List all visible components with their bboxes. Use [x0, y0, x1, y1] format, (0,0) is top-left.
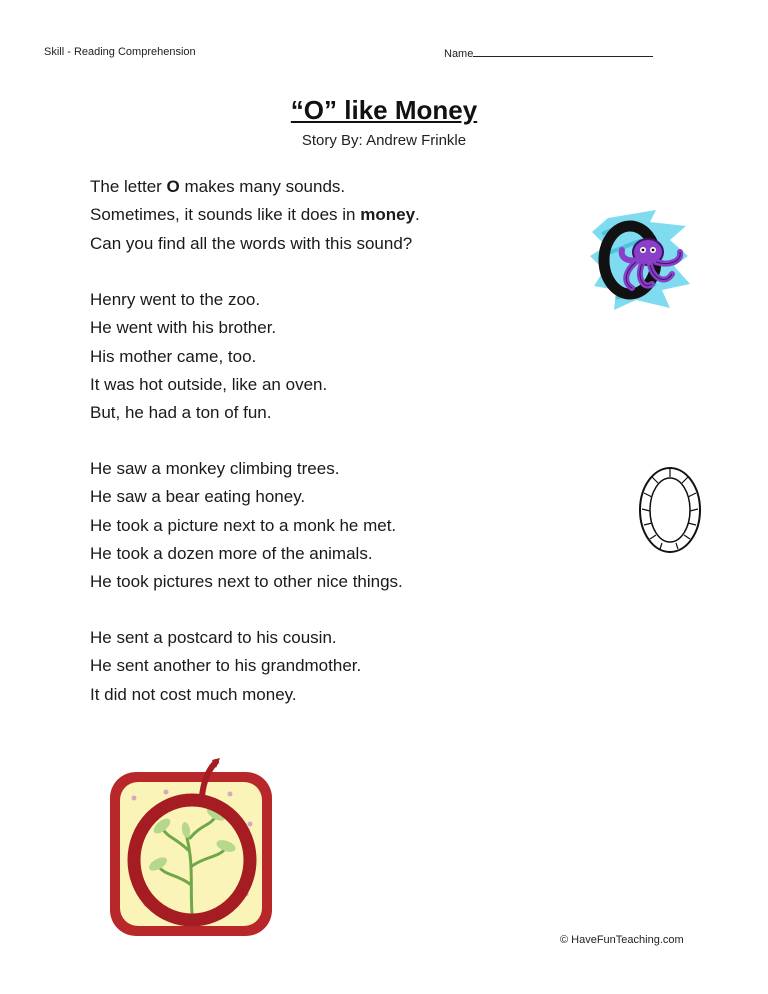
story-line: Can you find all the words with this sound? [90, 233, 413, 253]
stanza-postcards [90, 624, 361, 709]
story-line: It was hot outside, like an oven. [90, 374, 328, 394]
story-line: He went with his brother. [90, 318, 277, 338]
story-line: Henry went to the zoo. [90, 290, 261, 309]
stanza-intro [90, 173, 420, 258]
outline-letter-o-image [634, 463, 706, 557]
bold-letter: O [166, 177, 180, 196]
story-line: The letter O makes many sounds. [90, 177, 346, 196]
story-line: He saw a bear eating honey. [90, 487, 306, 507]
apple-letter-o-image [106, 754, 276, 940]
stanza-zoo [90, 286, 327, 427]
story-line: He took a dozen more of the animals. [90, 543, 373, 563]
bold-word: money [360, 205, 416, 225]
name-field[interactable] [444, 46, 653, 60]
story-line: He sent another to his grandmother. [90, 656, 362, 676]
story-line: He took a picture next to a monk he met. [90, 515, 397, 535]
story-byline: Story By: Andrew Frinkle [301, 132, 467, 149]
octopus-letter-o-image [586, 204, 696, 314]
story-line: But, he had a ton of fun. [90, 403, 272, 423]
story-line: Sometimes, it sounds like it does in money. [90, 205, 420, 225]
story-line: His mother came, too. [90, 346, 257, 366]
skill-label: Skill - Reading Comprehension [44, 46, 196, 58]
worksheet-title: “O” like Money [290, 95, 478, 125]
story-line: It did not cost much money. [90, 684, 297, 704]
story-line: He took pictures next to other nice things. [90, 572, 403, 592]
name-blank-line[interactable] [473, 46, 653, 57]
story-line: He saw a monkey climbing trees. [90, 459, 340, 478]
copyright-footer: © HaveFunTeaching.com [560, 934, 684, 946]
stanza-animals [90, 455, 403, 596]
name-label: Name [444, 48, 474, 60]
story-line: He sent a postcard to his cousin. [90, 628, 337, 647]
